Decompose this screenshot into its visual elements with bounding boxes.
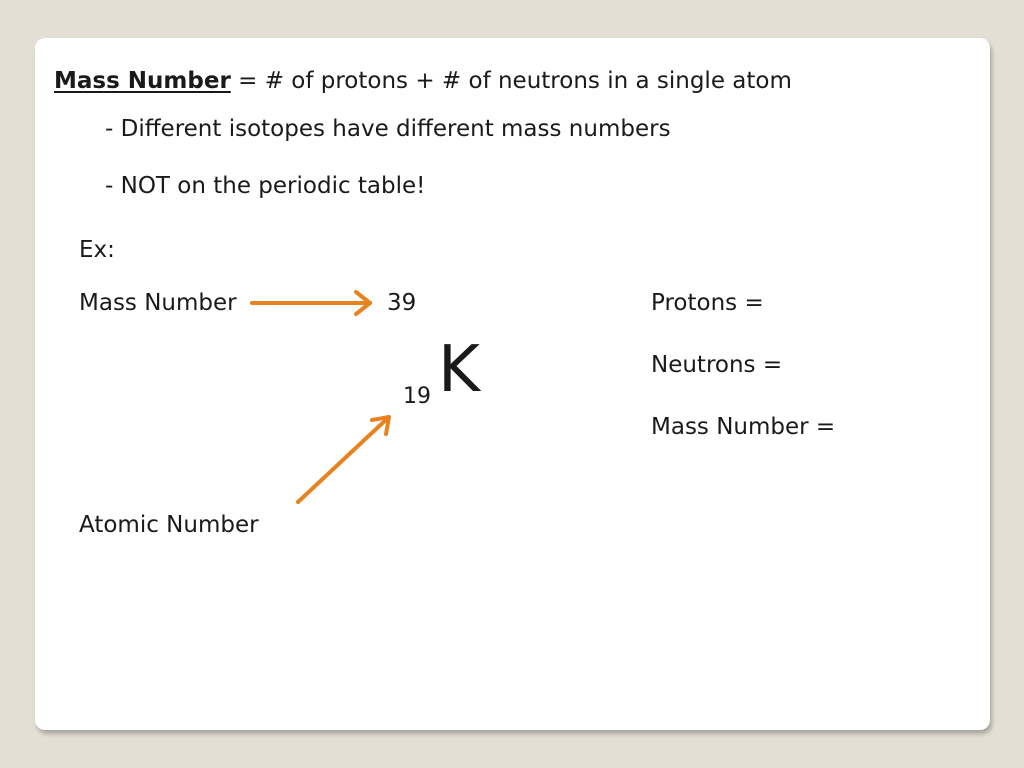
definition-text: = # of protons + # of neutrons in a single atom: [230, 68, 792, 94]
mass-number-label: Mass Number: [79, 290, 237, 316]
element-symbol: K: [438, 333, 480, 407]
protons-question: Protons =: [651, 290, 764, 316]
definition-term: Mass Number: [54, 68, 231, 94]
mass-number-question: Mass Number =: [651, 414, 836, 440]
bullet-periodic-table: - NOT on the periodic table!: [105, 173, 426, 199]
definition-line: [54, 70, 792, 93]
example-label: Ex:: [79, 237, 115, 263]
bullet-isotopes: - Different isotopes have different mass numbers: [105, 116, 671, 142]
atomic-number-value: 19: [403, 384, 431, 409]
atomic-number-label: Atomic Number: [79, 512, 259, 538]
neutrons-question: Neutrons =: [651, 352, 783, 378]
mass-number-value: 39: [387, 290, 417, 316]
